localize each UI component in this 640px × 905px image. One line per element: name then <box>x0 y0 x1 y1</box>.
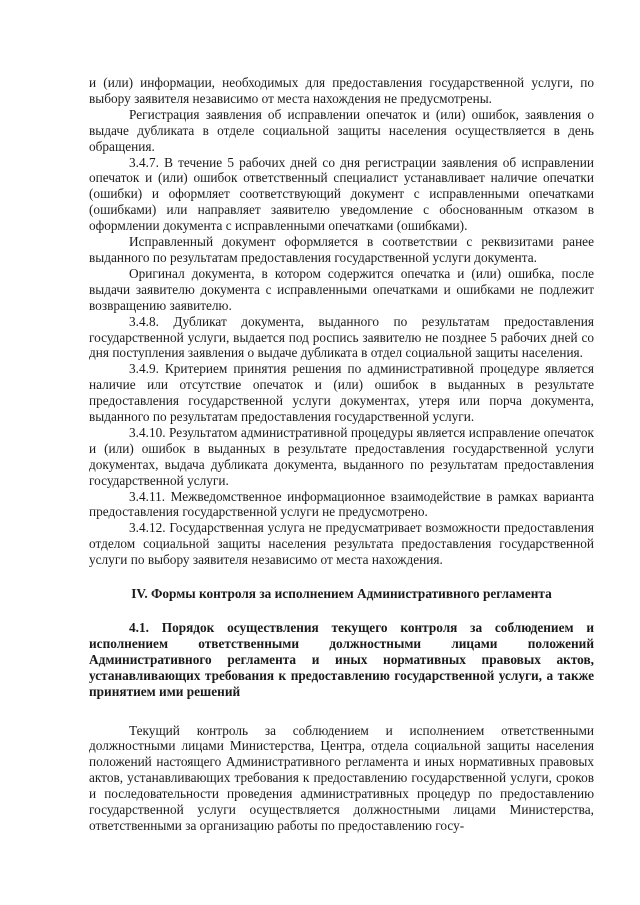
paragraph-3-4-8: 3.4.8. Дубликат документа, выданного по результатам предоставления государственной услуги, выдается под роспись заявителю не позднее 5 рабочих дней со дня поступления заявления о выдаче дубликата в отдел социальной защиты населения. <box>89 313 594 361</box>
chapter-title: IV. Формы контроля за исполнением Административного регламента <box>131 586 552 602</box>
paragraph-3-4-10: 3.4.10. Результатом административной процедуры является исправление опечаток и (или) ошибок в выданных в результате предоставления государственной услуги документах, выдача дубликата документа, выданного по результатам предоставления государственной услуги. <box>89 424 594 488</box>
paragraph-3-4-12: 3.4.12. Государственная услуга не предусматривает возможности предоставления отделом социальной защиты населения результата предоставления государственной услуги по выбору заявителя независимо от места нахождения. <box>89 520 594 568</box>
paragraph-corrected-document: Исправленный документ оформляется в соответствии с реквизитами ранее выданного по результатам предоставления государственной услуги документа. <box>89 234 594 265</box>
paragraph-current-control: Текущий контроль за соблюдением и исполнением ответственными должностными лицами Министерства, Центра, отдела социальной защиты населения положений настоящего Административного регламента и иных нормативных правовых актов, устанавливающих требования к предоставлению государственной услуги, сроков и последовательности проведения административных процедур по предоставлению государственной услуги осуществляется должностными лицами Министерства, ответственными за организацию работы по предоставлению госу- <box>89 722 594 833</box>
page-content <box>89 75 594 834</box>
paragraph-3-4-11: 3.4.11. Межведомственное информационное взаимодействие в рамках варианта предоставления государственной услуги не предусмотрено. <box>89 488 594 520</box>
paragraph-registration: Регистрация заявления об исправлении опечаток и (или) ошибок, заявления о выдаче дубликата в отделе социальной защиты населения осуществляется в день обращения. <box>89 106 594 154</box>
subsection-title: 4.1. Порядок осуществления текущего контроля за соблюдением и исполнением ответственными должностными лицами положений Административного регламента и иных нормативных правовых актов, устанавливающих требования к предоставлению государственной услуги, а также принятием ими решений <box>89 620 594 699</box>
paragraph-3-4-7: 3.4.7. В течение 5 рабочих дней со дня регистрации заявления об исправлении опечаток и (или) ошибок ответственный специалист устанавливает наличие опечатки (ошибки) и оформляет соответствующий документ с исправленными опечатками (ошибками) или направляет заявителю уведомление с обоснованным отказом в оформлении документа с исправленными опечатками (ошибками). <box>89 154 594 234</box>
paragraph-3-4-9: 3.4.9. Критерием принятия решения по административной процедуре является наличие или отсутствие опечаток и (или) ошибок в выданных в результате предоставления государственной услуги документах, утеря или порча документа, выданного по результатам предоставления государственной услуги. <box>89 361 594 425</box>
paragraph-original-document: Оригинал документа, в котором содержится опечатка и (или) ошибка, после выдачи заявителю документа с исправленными опечатками и ошибками не подлежит возвращению заявителю. <box>89 265 594 313</box>
paragraph-continuation: и (или) информации, необходимых для предоставления государственной услуги, по выбору заявителя независимо от места нахождения не предусмотрены. <box>89 75 594 106</box>
